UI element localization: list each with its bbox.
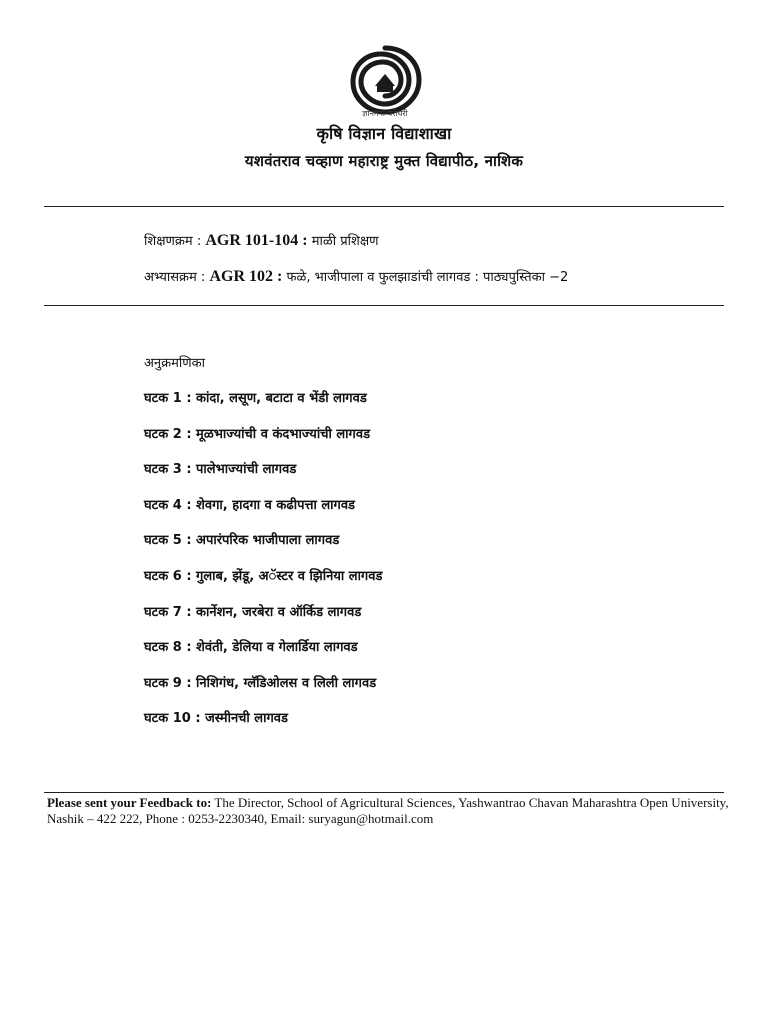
feedback-text: The Director, School of Agricultural Sciences, Yashwantrao Chavan Maharashtra Open University, Nashik – 422 222, Phone : 0253-2230340, Email: suryagun@hotmail.com: [47, 795, 729, 826]
toc-unit: घटक 6 :: [144, 568, 192, 584]
toc-item: [144, 636, 704, 660]
toc-unit: घटक 1 :: [144, 391, 192, 406]
toc-unit: घटक 4 :: [144, 497, 192, 513]
feedback-footer: [47, 795, 737, 826]
toc-unit: घटक 10 :: [144, 711, 201, 727]
toc-title: गुलाब, झेंडू, अॅस्टर व झिनिया लागवड: [196, 568, 383, 584]
divider-top: [44, 206, 724, 207]
toc-item: [144, 565, 704, 589]
program-line: [144, 231, 379, 250]
toc-title: शेवंती, डेलिया व गेलार्डिया लागवड: [196, 640, 358, 656]
university-title: यशवंतराव चव्हाण महाराष्ट्र मुक्त विद्यापीठ, नाशिक: [244, 152, 524, 170]
faculty-title: कृषि विज्ञान विद्याशाखा: [316, 124, 452, 143]
subject-line: [144, 267, 568, 286]
divider-middle: [44, 305, 724, 306]
toc-item: [144, 494, 704, 518]
subject-code: AGR 102 :: [209, 268, 283, 285]
subject-name: फळे, भाजीपाला व फुलझाडांची लागवड : पाठ्यपुस्तिका −2: [286, 270, 569, 285]
program-code: AGR 101-104 :: [205, 232, 308, 249]
toc-item: [144, 387, 704, 411]
toc-item: [144, 529, 704, 553]
toc-unit: घटक 2 :: [144, 426, 192, 442]
toc-unit: घटक 3 :: [144, 462, 192, 478]
toc-item: [144, 423, 704, 447]
toc-title: कार्नेशन, जरबेरा व ऑर्किड लागवड: [196, 604, 362, 620]
program-name: माळी प्रशिक्षण: [311, 234, 379, 249]
toc-item: [144, 707, 704, 731]
toc-title: पालेभाज्यांची लागवड: [196, 462, 297, 478]
toc-item: [144, 672, 704, 696]
toc-unit: घटक 9 :: [144, 675, 192, 691]
feedback-label: Please sent your Feedback to:: [47, 795, 212, 810]
program-label: शिक्षणक्रम :: [144, 234, 202, 249]
toc-title: शेवगा, हादगा व कढीपत्ता लागवड: [196, 497, 356, 513]
toc-item: [144, 458, 704, 482]
table-of-contents: [144, 352, 704, 743]
toc-title: अपारंपरिक भाजीपाला लागवड: [196, 533, 340, 549]
toc-unit: घटक 7 :: [144, 604, 192, 620]
toc-title: मूळभाज्यांची व कंदभाज्यांची लागवड: [196, 426, 371, 442]
divider-footer: [44, 792, 724, 793]
subject-label: अभ्यासक्रम :: [144, 270, 206, 285]
toc-title: निशिगंध, ग्लॅडिओलस व लिली लागवड: [196, 675, 377, 691]
toc-title: जस्मीनची लागवड: [205, 711, 288, 727]
toc-unit: घटक 5 :: [144, 533, 192, 549]
toc-title: कांदा, लसूण, बटाटा व भेंडी लागवड: [196, 391, 367, 406]
logo-motto: ज्ञानगंगा घरोघरी: [362, 109, 408, 118]
toc-unit: घटक 8 :: [144, 640, 192, 656]
toc-heading: अनुक्रमणिका: [144, 356, 206, 371]
toc-item: [144, 601, 704, 625]
